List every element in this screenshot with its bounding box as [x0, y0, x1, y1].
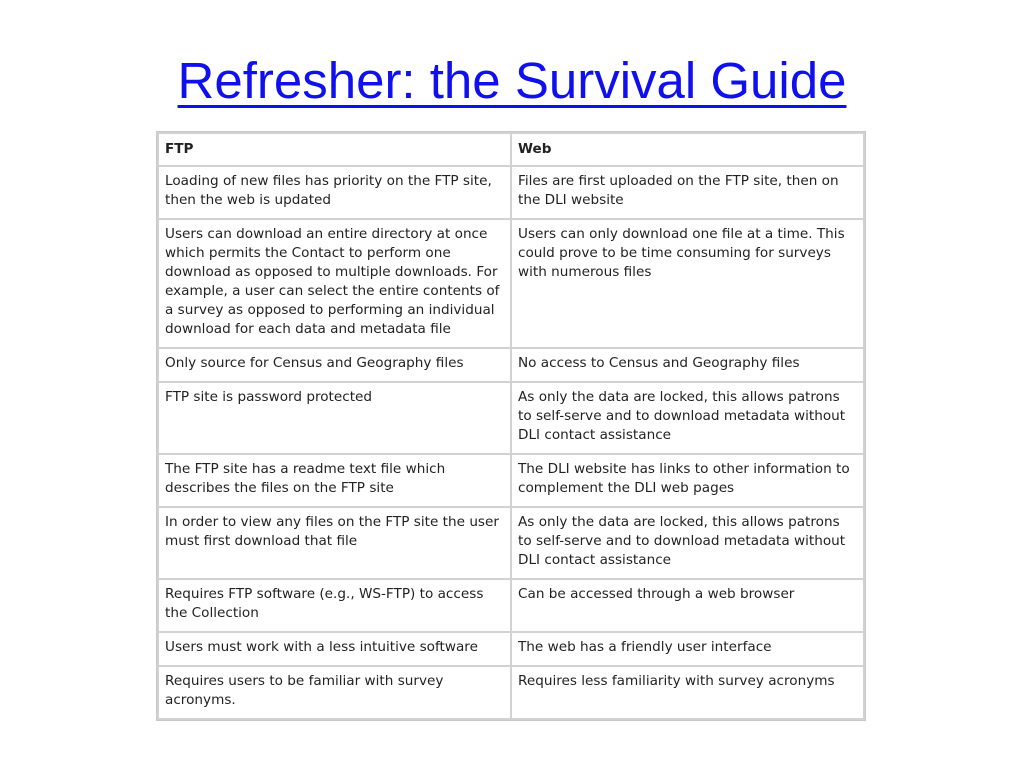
web-cell: Users can only download one file at a time. This could prove to be time consuming for surveys with numerous files — [511, 219, 864, 348]
ftp-cell: Requires FTP software (e.g., WS-FTP) to access the Collection — [158, 579, 511, 632]
web-cell: Can be accessed through a web browser — [511, 579, 864, 632]
web-cell: The DLI website has links to other information to complement the DLI web pages — [511, 454, 864, 507]
table-row — [158, 579, 864, 632]
ftp-cell: Requires users to be familiar with survey acronyms. — [158, 666, 511, 719]
table-row — [158, 348, 864, 382]
comparison-table — [157, 132, 865, 720]
ftp-cell: In order to view any files on the FTP site the user must first download that file — [158, 507, 511, 579]
table-row — [158, 666, 864, 719]
table-row — [158, 632, 864, 666]
web-cell: As only the data are locked, this allows patrons to self-serve and to download metadata without DLI contact assistance — [511, 382, 864, 454]
web-cell: As only the data are locked, this allows patrons to self-serve and to download metadata without DLI contact assistance — [511, 507, 864, 579]
ftp-cell: Users can download an entire directory at once which permits the Contact to perform one download as opposed to multiple downloads. For example, a user can select the entire contents of a survey as opposed to performing an individual download for each data and metadata file — [158, 219, 511, 348]
ftp-cell: Users must work with a less intuitive software — [158, 632, 511, 666]
web-cell: The web has a friendly user interface — [511, 632, 864, 666]
web-cell: Requires less familiarity with survey acronyms — [511, 666, 864, 719]
slide-title: Refresher: the Survival Guide — [177, 52, 847, 109]
table-row — [158, 382, 864, 454]
ftp-cell: FTP site is password protected — [158, 382, 511, 454]
table-row — [158, 507, 864, 579]
table-row — [158, 454, 864, 507]
table-row — [158, 219, 864, 348]
column-header-ftp: FTP — [158, 133, 511, 166]
column-header-web: Web — [511, 133, 864, 166]
web-cell: No access to Census and Geography files — [511, 348, 864, 382]
ftp-cell: The FTP site has a readme text file which describes the files on the FTP site — [158, 454, 511, 507]
table-row — [158, 166, 864, 219]
ftp-cell: Only source for Census and Geography files — [158, 348, 511, 382]
web-cell: Files are first uploaded on the FTP site, then on the DLI website — [511, 166, 864, 219]
ftp-cell: Loading of new files has priority on the FTP site, then the web is updated — [158, 166, 511, 219]
table-header-row — [158, 133, 864, 166]
